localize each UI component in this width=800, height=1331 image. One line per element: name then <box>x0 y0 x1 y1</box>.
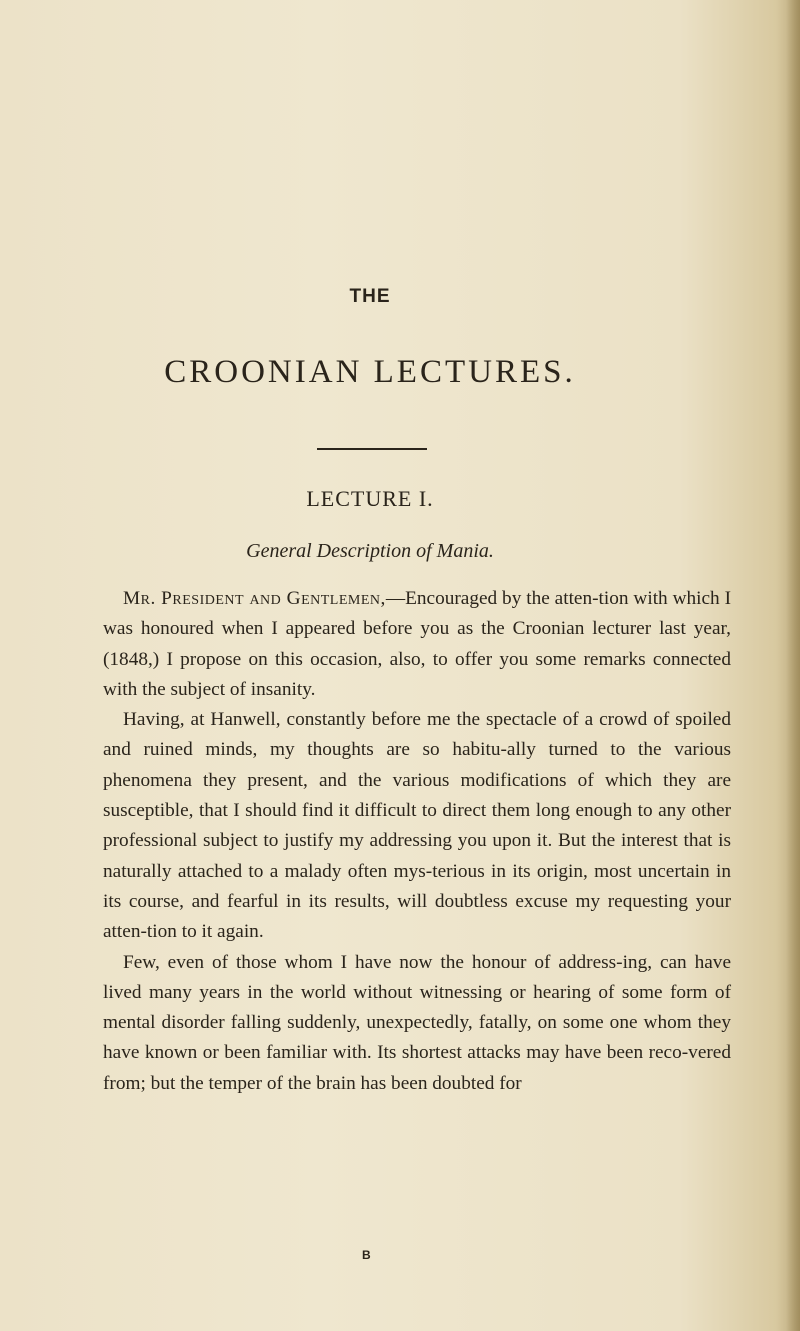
title-divider <box>317 448 427 450</box>
page-title: CROONIAN LECTURES. <box>164 354 576 390</box>
page-edge-shadow <box>786 0 800 1331</box>
paragraph-1-text: —Encouraged by the atten-tion with which I was honoured when I appeared before you as the Croonian lecturer last year, (1848,) I propose on this occasion, also, to offer you some remarks connected with the subject of insanity. <box>103 588 731 700</box>
salutation: Mr. President and Gentlemen, <box>123 588 386 609</box>
paragraph-2: Having, at Hanwell, constantly before me the spectacle of a crowd of spoiled and ruined minds, my thoughts are so habitu-ally turned to the various phenomena they present, and the various modifications of which they are susceptible, that I should find it difficult to direct them long enough to any other professional subject to justify my addressing you upon it. But the interest that is naturally attached to a malady often mys-terious in its origin, most uncertain in its course, and fearful in its results, will doubtless excuse my requesting your atten-tion to it again. <box>103 709 731 943</box>
lecture-subtitle: General Description of Mania. <box>246 540 494 562</box>
paragraph-3: Few, even of those whom I have now the honour of address-ing, can have lived many years in the world without witnessing or hearing of some form of mental disorder falling suddenly, unexpectedly, fatally, on some one whom they have known or been familiar with. Its shortest attacks may have been reco-vered from; but the temper of the brain has been doubted for <box>103 951 731 1094</box>
lecture-heading: LECTURE I. <box>306 486 434 511</box>
pre-title: THE <box>349 286 391 307</box>
signature-mark: B <box>362 1248 371 1262</box>
body-text <box>103 584 731 1099</box>
paragraph-1 <box>103 584 731 705</box>
